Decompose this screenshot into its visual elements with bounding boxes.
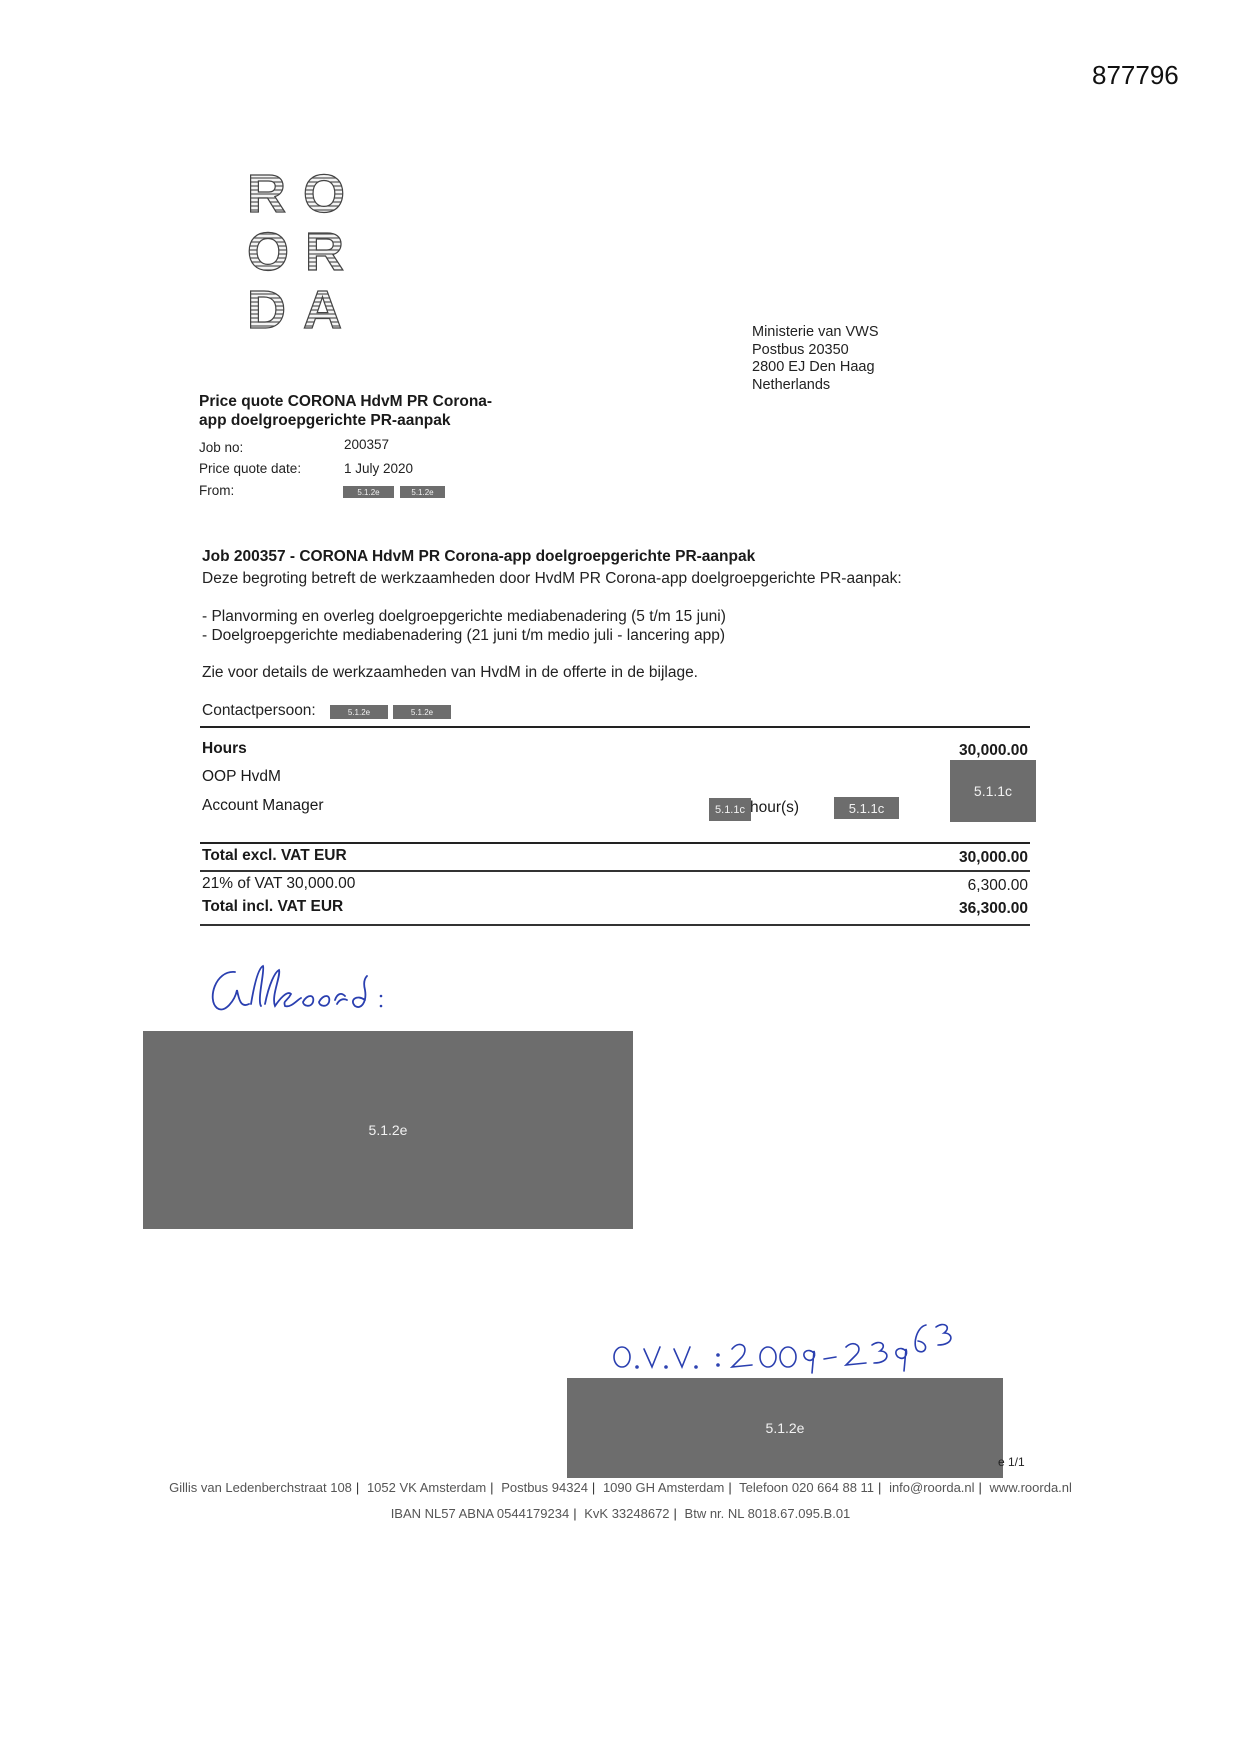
footer-bank-details: IBAN NL57 ABNA 0544179234 | KvK 33248672 | Btw nr. NL 8018.67.095.B.01 xyxy=(390,1506,851,1521)
redaction-box: 5.1.2e xyxy=(393,705,451,719)
svg-text:A: A xyxy=(303,280,342,335)
table-top-rule xyxy=(200,726,1030,728)
handwritten-akkoord xyxy=(205,960,395,1025)
redaction-box: 5.1.2e xyxy=(400,486,445,498)
roorda-logo-icon xyxy=(245,160,365,335)
signature-redaction: 5.1.2e xyxy=(143,1031,633,1229)
handwriting-ovv-icon xyxy=(608,1315,958,1375)
table-bottom-rule xyxy=(200,924,1030,926)
hours-unit: hour(s) xyxy=(750,799,800,816)
bottom-redaction: 5.1.2e xyxy=(567,1378,1003,1478)
footer-item: Telefoon 020 664 88 11 xyxy=(739,1480,875,1495)
total-excl-value: 30,000.00 xyxy=(959,849,1028,866)
contact-label: Contactpersoon: xyxy=(202,702,316,719)
svg-text:R: R xyxy=(305,222,344,282)
svg-text:O: O xyxy=(303,164,346,224)
oop-label: OOP HvdM xyxy=(202,768,281,785)
job-heading: Job 200357 - CORONA HdvM PR Corona-app doelgroepgerichte PR-aanpak xyxy=(202,548,756,565)
footer-item: 1090 GH Amsterdam xyxy=(602,1480,725,1495)
recipient-address xyxy=(752,324,879,394)
roorda-logo xyxy=(245,160,365,335)
footer-item: Postbus 94324 xyxy=(501,1480,588,1495)
quote-date-value: 1 July 2020 xyxy=(344,461,414,476)
handwriting-akkoord-icon xyxy=(205,960,395,1020)
redaction-box: 5.1.1c xyxy=(834,797,899,819)
footer-website[interactable]: www.roorda.nl xyxy=(989,1480,1072,1495)
job-bullet: - Planvorming en overleg doelgroepgerichte mediabenadering (5 t/m 15 juni) xyxy=(202,608,726,625)
page-indicator: e 1/1 xyxy=(998,1455,1025,1469)
total-incl-label: Total incl. VAT EUR xyxy=(202,898,344,915)
address-line: Postbus 20350 xyxy=(752,341,849,358)
svg-text:O: O xyxy=(247,222,290,282)
quote-title-line: app doelgroepgerichte PR-aanpak xyxy=(199,412,451,429)
account-manager-label: Account Manager xyxy=(202,797,324,814)
total-excl-label: Total excl. VAT EUR xyxy=(202,847,347,864)
job-intro: Deze begroting betreft de werkzaamheden door HvdM PR Corona-app doelgroepgerichte PR-aanpak: xyxy=(202,570,902,587)
svg-text:R: R xyxy=(247,164,286,224)
footer-email[interactable]: info@roorda.nl xyxy=(889,1480,975,1495)
footer-item: KvK 33248672 xyxy=(584,1506,670,1521)
footer-item: 1052 VK Amsterdam xyxy=(366,1480,487,1495)
footer-item: Gillis van Ledenberchstraat 108 xyxy=(169,1480,352,1495)
job-no-value: 200357 xyxy=(344,437,390,452)
quote-title xyxy=(199,392,529,430)
redaction-box: 5.1.1c xyxy=(709,798,751,821)
quote-date-label: Price quote date: xyxy=(199,461,302,476)
footer-item: Btw nr. NL 8018.67.095.B.01 xyxy=(684,1506,851,1521)
job-bullet: - Doelgroepgerichte mediabenadering (21 juni t/m medio juli - lancering app) xyxy=(202,627,725,644)
hours-value: 30,000.00 xyxy=(959,742,1028,759)
total-incl-value: 36,300.00 xyxy=(959,900,1028,917)
svg-text:D: D xyxy=(247,280,286,335)
from-label: From: xyxy=(199,483,235,498)
job-details: Zie voor details de werkzaamheden van HvdM in de offerte in de bijlage. xyxy=(202,664,698,681)
hours-label: Hours xyxy=(202,740,247,757)
table-rule xyxy=(200,842,1030,844)
job-no-label: Job no: xyxy=(199,440,244,455)
redaction-box: 5.1.2e xyxy=(343,486,394,498)
footer-address: Gillis van Ledenberchstraat 108 | 1052 VK Amsterdam | Postbus 94324 | 1090 GH Amsterdam | Telefoon 020 664 88 11 | info@roorda.nl | www.roorda.nl xyxy=(169,1480,1072,1495)
redaction-box: 5.1.2e xyxy=(330,705,388,719)
footer-item: IBAN NL57 ABNA 0544179234 xyxy=(390,1506,570,1521)
address-line: Ministerie van VWS xyxy=(752,324,879,340)
document-number: 877796 xyxy=(1092,60,1179,90)
vat-label: 21% of VAT 30,000.00 xyxy=(202,875,356,892)
vat-value: 6,300.00 xyxy=(967,877,1028,894)
table-rule xyxy=(200,870,1030,872)
address-line: Netherlands xyxy=(752,376,831,393)
handwritten-ovv xyxy=(608,1315,958,1380)
quote-title-line: Price quote CORONA HdvM PR Corona- xyxy=(199,393,493,410)
address-line: 2800 EJ Den Haag xyxy=(752,359,875,375)
redaction-box: 5.1.1c xyxy=(950,760,1036,822)
